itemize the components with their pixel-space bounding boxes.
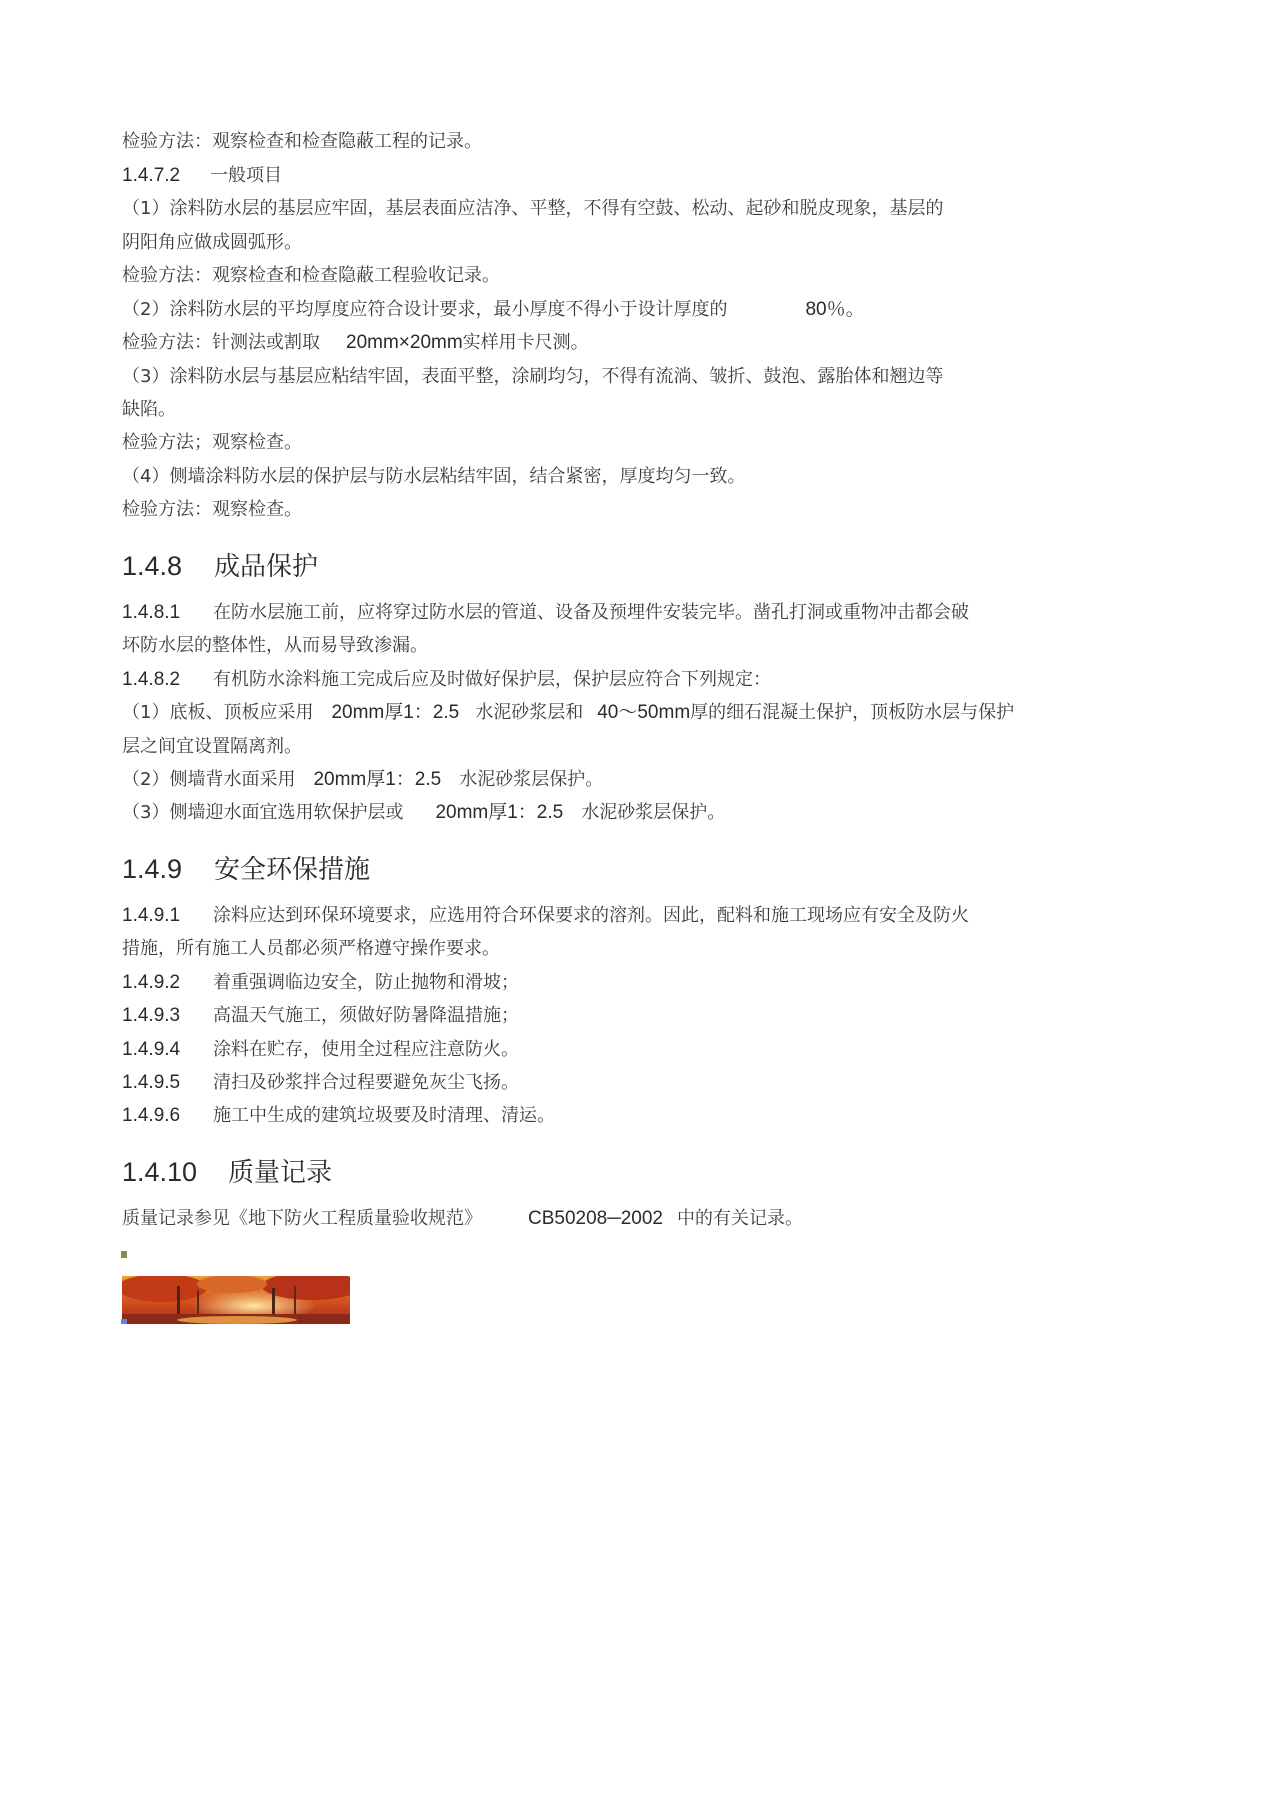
- clause-1-4-9-6: [122, 1104, 555, 1128]
- mortar-spec: 20mm厚1：2.5: [331, 702, 460, 723]
- clause-number: 1.4.7.2: [122, 165, 181, 186]
- inspection-method-3: [122, 331, 589, 355]
- clause-text: 高温天气施工，须做好防暑降温措施；: [213, 1005, 519, 1026]
- protection-item-2: [122, 768, 603, 792]
- autumn-landscape-image: [122, 1276, 350, 1324]
- item-text: （3）侧墙迎水面宜选用软保护层或: [122, 802, 404, 823]
- section-title: 质量记录: [228, 1158, 333, 1188]
- inspection-method-5: 检验方法：观察检查。: [122, 499, 302, 520]
- section-title: 安全环保措施: [214, 855, 371, 885]
- concrete-spec: 40～50mm: [597, 702, 691, 723]
- inspection-method-2: 检验方法：观察检查和检查隐蔽工程验收记录。: [122, 265, 500, 286]
- clause-number: 1.4.9.3: [122, 1005, 181, 1026]
- clause-text: 有机防水涂料施工完成后应及时做好保护层，保护层应符合下列规定：: [213, 669, 771, 690]
- item-1-line-2: 阴阳角应做成圆弧形。: [122, 232, 302, 253]
- section-heading-1-4-8: [122, 546, 318, 583]
- clause-1-4-7-2: [122, 164, 282, 188]
- item-4: （4）侧墙涂料防水层的保护层与防水层粘结牢固，结合紧密，厚度均匀一致。: [122, 466, 746, 487]
- section-heading-1-4-10: [122, 1152, 332, 1189]
- item-2-percent: 80％。: [805, 299, 865, 320]
- clause-number: 1.4.9.6: [122, 1105, 181, 1126]
- clause-1-4-9-3: [122, 1004, 519, 1028]
- method-text-end: 实样用卡尺测。: [462, 332, 589, 353]
- sample-size: 20mm×20mm: [346, 332, 463, 353]
- protection-item-3: [122, 801, 725, 825]
- item-3-line-2: 缺陷。: [122, 399, 176, 420]
- clause-title: 一般项目: [210, 165, 282, 186]
- method-text: 检验方法：针测法或割取: [122, 332, 320, 353]
- clause-1-4-9-4: [122, 1038, 519, 1062]
- item-3-line-1: （3）涂料防水层与基层应粘结牢固，表面平整，涂刷均匀，不得有流淌、皱折、鼓泡、露胎体和翘边等: [122, 366, 944, 387]
- clause-number: 1.4.9.1: [122, 905, 181, 926]
- item-text-2: 水泥砂浆层保护。: [459, 769, 604, 790]
- item-text-2: 水泥砂浆层和: [475, 702, 584, 723]
- item-2: [122, 298, 865, 322]
- clause-1-4-8-2: [122, 668, 771, 692]
- landscape-graphic: [122, 1276, 350, 1324]
- clause-text: 施工中生成的建筑垃圾要及时清理、清运。: [213, 1105, 555, 1126]
- clause-number: 1.4.8.1: [122, 602, 181, 623]
- clause-1-4-8-1-cont: 坏防水层的整体性，从而易导致渗漏。: [122, 635, 428, 656]
- item-text-2: 水泥砂浆层保护。: [581, 802, 726, 823]
- clause-number: 1.4.9.2: [122, 972, 181, 993]
- item-text: （1）底板、顶板应采用: [122, 702, 314, 723]
- section-number: 1.4.10: [122, 1157, 198, 1187]
- inspection-method-1: 检验方法：观察检查和检查隐蔽工程的记录。: [122, 131, 482, 152]
- protection-item-1: [122, 701, 1014, 725]
- protection-item-1-cont: 层之间宜设置隔离剂。: [122, 736, 302, 757]
- image-corner-mark: [121, 1319, 127, 1324]
- clause-1-4-8-1: [122, 601, 969, 625]
- clause-1-4-9-2: [122, 971, 519, 995]
- quality-record-paragraph: [122, 1207, 803, 1231]
- broken-image-icon: [121, 1251, 127, 1258]
- record-text: 质量记录参见《地下防火工程质量验收规范》: [122, 1208, 482, 1229]
- inspection-method-4: 检验方法；观察检查。: [122, 432, 302, 453]
- clause-text: 涂料应达到环保环境要求，应选用符合环保要求的溶剂。因此，配料和施工现场应有安全及防火: [213, 905, 969, 926]
- item-text: （2）侧墙背水面采用: [122, 769, 296, 790]
- item-text-3: 厚的细石混凝土保护，顶板防水层与保护: [690, 702, 1015, 723]
- clause-1-4-9-1-cont: 措施，所有施工人员都必须严格遵守操作要求。: [122, 938, 500, 959]
- mortar-spec: 20mm厚1：2.5: [313, 769, 442, 790]
- clause-text: 在防水层施工前，应将穿过防水层的管道、设备及预埋件安装完毕。凿孔打洞或重物冲击都会破: [213, 602, 969, 623]
- section-heading-1-4-9: [122, 849, 370, 886]
- item-1-line-1: （1）涂料防水层的基层应牢固，基层表面应洁净、平整，不得有空鼓、松动、起砂和脱皮现象，基层的: [122, 198, 944, 219]
- section-number: 1.4.8: [122, 551, 183, 581]
- clause-text: 着重强调临边安全，防止抛物和滑坡；: [213, 972, 519, 993]
- clause-number: 1.4.9.4: [122, 1039, 181, 1060]
- section-number: 1.4.9: [122, 854, 183, 884]
- clause-1-4-9-1: [122, 904, 969, 928]
- item-2-text: （2）涂料防水层的平均厚度应符合设计要求，最小厚度不得小于设计厚度的: [122, 299, 728, 320]
- clause-number: 1.4.8.2: [122, 669, 181, 690]
- section-title: 成品保护: [214, 552, 319, 582]
- standard-code: CB50208─2002: [528, 1208, 663, 1229]
- clause-text: 清扫及砂浆拌合过程要避免灰尘飞扬。: [213, 1072, 519, 1093]
- clause-1-4-9-5: [122, 1071, 519, 1095]
- clause-number: 1.4.9.5: [122, 1072, 181, 1093]
- record-text-end: 中的有关记录。: [676, 1208, 803, 1229]
- clause-text: 涂料在贮存，使用全过程应注意防火。: [213, 1039, 519, 1060]
- mortar-spec: 20mm厚1：2.5: [435, 802, 564, 823]
